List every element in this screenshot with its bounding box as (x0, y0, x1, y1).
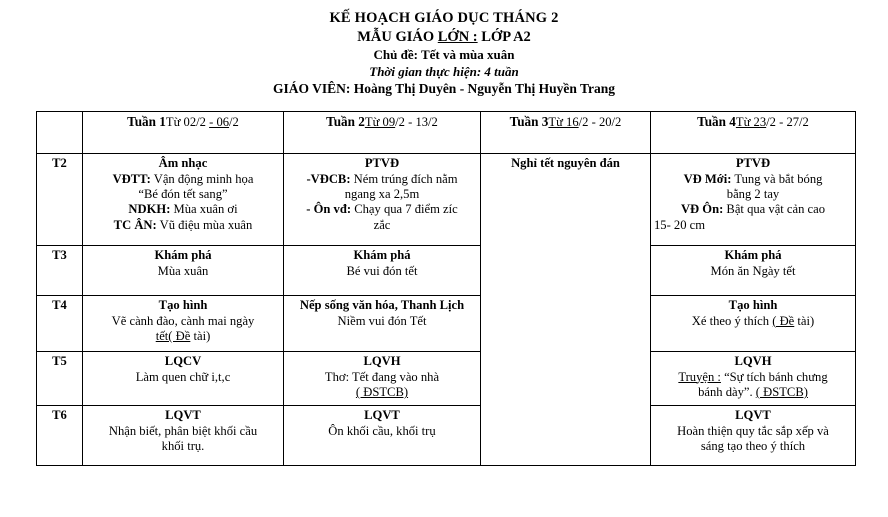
cell-label: TC ÂN: (113, 217, 157, 232)
monthly-plan-table (36, 111, 856, 466)
cell-underlined-text: tết( Đề (155, 328, 191, 343)
cell-subject: Khám phá (353, 248, 411, 263)
cell-text: Thơ: Tết đang vào nhà (324, 369, 440, 384)
cell-line (654, 385, 852, 400)
theme-line: Chủ đề: Tết và mùa xuân (373, 46, 515, 62)
plan-table-wrap (0, 111, 888, 466)
cell-subject: LQVH (363, 354, 401, 369)
cell-text: bánh dày”. (698, 384, 756, 399)
cell-line (86, 264, 280, 279)
cell-text: ngang xa 2,5m (344, 186, 420, 201)
cell-w2-T2 (284, 154, 481, 246)
cell-subject: LQVT (364, 408, 400, 423)
week-name: Tuần 1 (127, 114, 166, 130)
table-row (37, 352, 856, 406)
class-suffix: LỚP A2 (477, 28, 531, 45)
cell-subject: PTVĐ (364, 156, 400, 171)
cell-line (287, 187, 477, 202)
week-dates: Từ 16/2 - 20/2 (548, 115, 622, 130)
cell-text: Hoàn thiện quy tắc sắp xếp và (677, 423, 829, 438)
cell-label: NDKH: (128, 202, 171, 217)
table-row (37, 296, 856, 352)
cell-text: tài) (190, 328, 211, 343)
week-header-3 (481, 112, 651, 154)
cell-label: VĐ Mới: (683, 171, 732, 186)
cell-w4-T2 (651, 154, 856, 246)
cell-line (287, 370, 477, 385)
cell-line (86, 202, 280, 217)
cell-line (86, 329, 280, 344)
cell-line (654, 439, 852, 454)
week-header-2 (284, 112, 481, 154)
week-name: Tuần 4 (697, 114, 736, 130)
class-prefix: MẪU GIÁO (357, 28, 438, 45)
cell-text: sáng tạo theo ý thích (700, 438, 806, 453)
cell-underlined-text: Truyện : (678, 369, 721, 384)
cell-text: Tung và bắt bóng (731, 171, 823, 186)
cell-subject: Tạo hình (728, 298, 778, 313)
week-name: Tuần 3 (509, 114, 549, 130)
duration-line: Thời gian thực hiện: 4 tuần (369, 63, 519, 79)
cell-line (86, 424, 280, 439)
cell-text: Ném trúng đích nằm (350, 171, 458, 186)
cell-text: “Bé đón tết sang” (138, 186, 228, 201)
cell-line (654, 424, 852, 439)
cell-line (654, 370, 852, 385)
cell-line (287, 172, 477, 187)
cell-text: Vận động minh họa (150, 171, 254, 186)
cell-text: bằng 2 tay (726, 186, 780, 201)
class-line (0, 28, 888, 47)
cell-text: Món ăn Ngày tết (710, 263, 796, 278)
day-cell-T3: T3 (37, 246, 83, 296)
cell-line (654, 264, 852, 279)
cell-text: Vẽ cành đào, cành mai ngày (111, 313, 255, 328)
cell-w4-T5 (651, 352, 856, 406)
cell-text: khối trụ. (161, 438, 205, 453)
cell-w4-T4 (651, 296, 856, 352)
day-cell-T4: T4 (37, 296, 83, 352)
cell-underlined-text: ( Đề (772, 313, 795, 328)
cell-subject: Tạo hình (158, 298, 208, 313)
cell-text: Chạy qua 7 điểm zíc (351, 202, 458, 217)
cell-subject: LQVT (165, 408, 201, 423)
cell-line (86, 370, 280, 385)
day-cell-T5: T5 (37, 352, 83, 406)
cell-subject: Nếp sống văn hóa, Thanh Lịch (299, 298, 465, 313)
cell-line (654, 172, 852, 187)
table-row (37, 154, 856, 246)
cell-w1-T2 (83, 154, 284, 246)
cell-line (287, 264, 477, 279)
cell-text: Mùa xuân ơi (170, 202, 238, 217)
cell-line (86, 439, 280, 454)
page-title: KẾ HOẠCH GIÁO DỤC THÁNG 2 (329, 10, 559, 26)
cell-line (86, 218, 280, 233)
cell-line (287, 218, 477, 233)
cell-line (86, 187, 280, 202)
day-cell-T6: T6 (37, 406, 83, 466)
cell-subject: LQVT (735, 408, 771, 423)
week-dates: Từ 23/2 - 27/2 (735, 115, 809, 130)
day-cell-T2: T2 (37, 154, 83, 246)
cell-line (287, 314, 477, 329)
cell-line (654, 187, 852, 202)
cell-line (287, 424, 477, 439)
cell-line (654, 314, 852, 329)
cell-text: Nhận biết, phân biệt khối cầu (108, 423, 258, 438)
cell-text: Bật qua vật cản cao (723, 202, 826, 217)
table-row (37, 406, 856, 466)
cell-w4-T6 (651, 406, 856, 466)
cell-text: Bé vui đón tết (346, 263, 418, 278)
cell-w2-T6 (284, 406, 481, 466)
cell-label: VĐ Ôn: (680, 202, 724, 217)
class-level: LỚN : (437, 28, 478, 45)
cell-text: Vũ điệu mùa xuân (156, 217, 253, 232)
cell-text: tài) (794, 313, 815, 328)
cell-text: Niềm vui đón Tết (337, 313, 427, 328)
cell-w2-T3 (284, 246, 481, 296)
cell-text: zắc (373, 217, 391, 232)
week-dates: Từ 02/2 - 06/2 (165, 115, 239, 130)
cell-underlined-text: ( ĐSTCB) (755, 384, 808, 399)
cell-w2-T4 (284, 296, 481, 352)
cell-label: VĐTT: (112, 171, 151, 186)
cell-underlined-text: ( ĐSTCB) (355, 384, 409, 399)
cell-line (287, 202, 477, 217)
cell-line (287, 385, 477, 400)
week-header-4 (651, 112, 856, 154)
cell-w1-T4 (83, 296, 284, 352)
cell-line (654, 202, 852, 217)
cell-subject: LQVH (734, 354, 772, 369)
document-header (0, 0, 888, 98)
cell-text: 15- 20 cm (654, 217, 706, 232)
cell-line (86, 172, 280, 187)
cell-text: Làm quen chữ i,t,c (135, 369, 231, 384)
cell-subject: Khám phá (724, 248, 782, 263)
cell-w2-T5 (284, 352, 481, 406)
week-header-1 (83, 112, 284, 154)
holiday-cell-week3: Nghỉ tết nguyên đán (481, 154, 651, 466)
cell-w1-T3 (83, 246, 284, 296)
table-header-row (37, 112, 856, 154)
cell-w1-T5 (83, 352, 284, 406)
cell-subject: LQCV (164, 354, 202, 369)
corner-cell (37, 112, 83, 154)
cell-w1-T6 (83, 406, 284, 466)
cell-line (654, 218, 852, 233)
cell-label: - Ôn vđ: (306, 202, 352, 217)
cell-w4-T3 (651, 246, 856, 296)
table-row (37, 246, 856, 296)
week-dates: Từ 09/2 - 13/2 (364, 115, 438, 130)
cell-text: “Sự tích bánh chưng (720, 369, 828, 384)
teacher-line: GIÁO VIÊN: Hoàng Thị Duyên - Nguyễn Thị Huyền Trang (273, 81, 615, 97)
cell-subject: Khám phá (154, 248, 212, 263)
cell-text: Xé theo ý thích (691, 313, 773, 328)
cell-label: -VĐCB: (306, 171, 351, 186)
cell-line (86, 314, 280, 329)
cell-subject: Âm nhạc (158, 156, 208, 171)
cell-text: Mùa xuân (157, 263, 209, 278)
week-name: Tuần 2 (326, 114, 365, 130)
cell-text: Ôn khối cầu, khối trụ (328, 423, 436, 438)
cell-subject: PTVĐ (735, 156, 771, 171)
